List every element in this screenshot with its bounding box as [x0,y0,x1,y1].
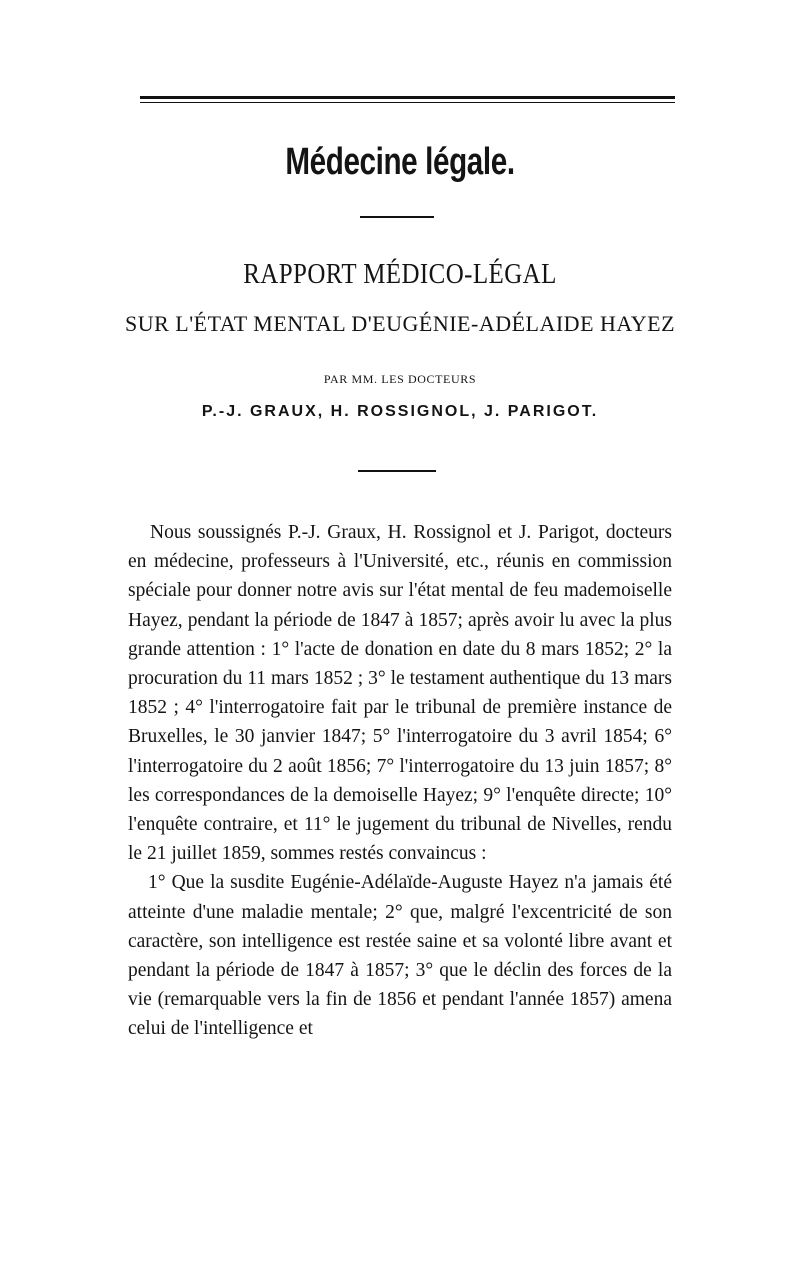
section-title: Médecine légale. [285,141,515,183]
header-rule-thick [140,96,675,99]
separator-rule-top [360,216,434,218]
body-paragraph-1: Nous soussignés P.-J. Graux, H. Rossignol et J. Parigot, docteurs en médecine, professeurs à l'Université, etc., réunis en commission spéciale pour donner notre avis sur l'état mental de feu mademoiselle Hayez, pendant la période de 1847 à 1857; après avoir lu avec la plus grande attention : 1° l'acte de donation en date du 8 mars 1852; 2° la procuration du 11 mars 1852 ; 3° le testament authentique du 13 mars 1852 ; 4° l'interrogatoire fait par le tribunal de première instance de Bruxelles, le 30 janvier 1847; 5° l'interrogatoire du 3 avril 1854; 6° l'interrogatoire du 2 août 1856; 7° l'interrogatoire du 13 juin 1857; 8° les correspondances de la demoiselle Hayez; 9° l'enquête directe; 10° l'enquête contraire, et 11° le jugement du tribunal de Nivelles, rendu le 21 juillet 1859, sommes restés convaincus : [128,522,672,865]
report-title: RAPPORT MÉDICO-LÉGAL [243,258,557,290]
authors-intro: PAR MM. LES DOCTEURS [323,372,477,386]
authors-list: P.-J. GRAUX, H. ROSSIGNOL, J. PARIGOT. [201,403,599,420]
header-rule-thin [140,102,675,103]
separator-rule-bottom [358,470,436,472]
body-text [128,518,672,1044]
body-paragraph-2: 1° Que la susdite Eugénie-Adélaïde-Auguste Hayez n'a jamais été atteinte d'une maladie mentale; 2° que, malgré l'excentricité de son caractère, son intelligence est restée saine et sa volonté libre avant et pendant la période de 1847 à 1857; 3° que le déclin des forces de la vie (remarquable vers la fin de 1856 et pendant l'année 1857) amena celui de l'intelligence et [128,872,672,1040]
report-subtitle: SUR L'ÉTAT MENTAL D'EUGÉNIE-ADÉLAIDE HAYEZ [124,311,676,336]
